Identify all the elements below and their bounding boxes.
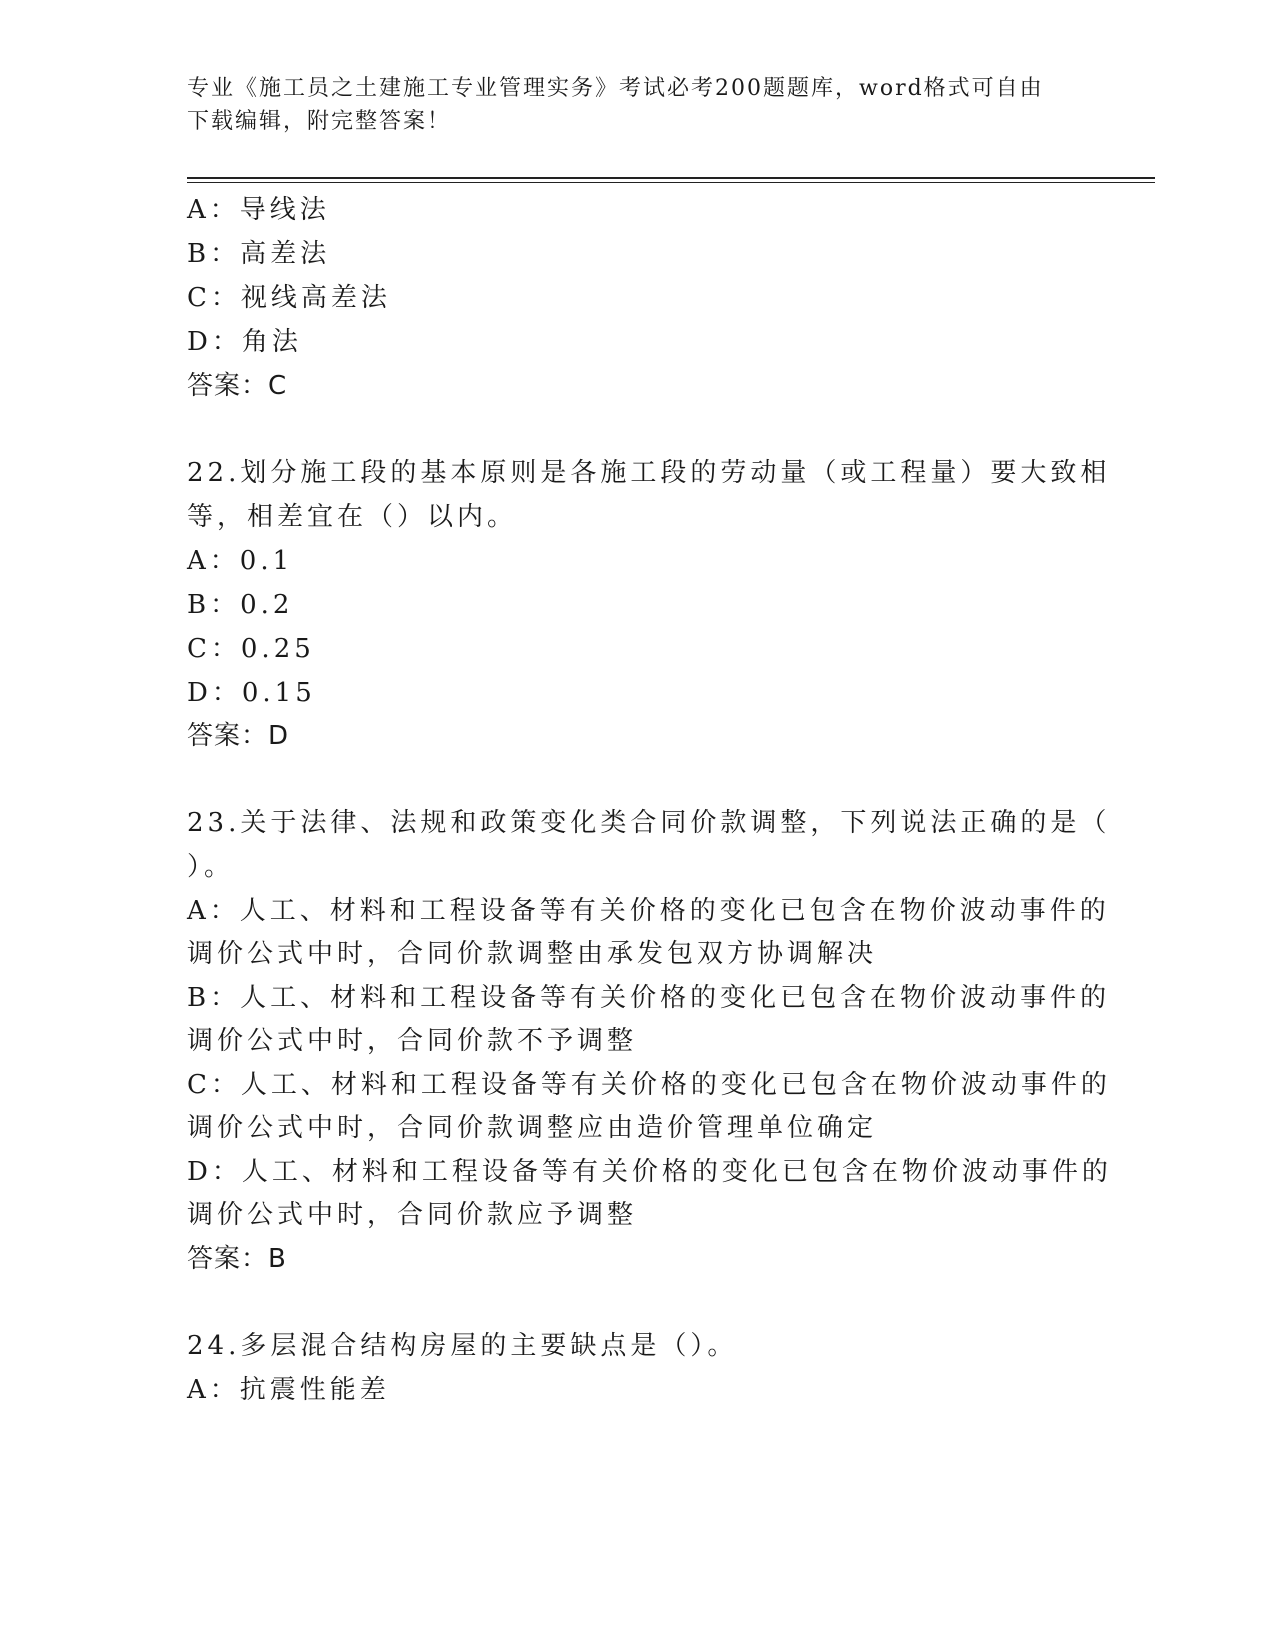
header-divider-thin (187, 182, 1155, 183)
q23-option-b-line-2: 调价公式中时，合同价款不予调整 (187, 1026, 638, 1056)
q23-stem-line-2: ）。 (187, 852, 235, 882)
q21-option-d: D：角法 (187, 327, 302, 357)
q22-option-a: A：0.1 (187, 546, 294, 576)
q23-answer: 答案：B (187, 1244, 287, 1274)
q22-answer: 答案：D (187, 721, 290, 751)
q22-stem-line-1: 22.划分施工段的基本原则是各施工段的劳动量（或工程量）要大致相 (187, 458, 1111, 488)
q23-option-b-line-1: B：人工、材料和工程设备等有关价格的变化已包含在物价波动事件的 (187, 983, 1111, 1013)
header-line-1: 专业《施工员之土建施工专业管理实务》考试必考200题题库，word格式可自由 (187, 76, 1044, 101)
q23-option-a-line-2: 调价公式中时，合同价款调整由承发包双方协调解决 (187, 939, 878, 969)
document-header (187, 72, 1067, 138)
q21-answer: 答案：C (187, 371, 288, 401)
q21-option-a: A：导线法 (187, 195, 330, 225)
q23-option-c-line-1: C：人工、材料和工程设备等有关价格的变化已包含在物价波动事件的 (187, 1070, 1111, 1100)
header-divider-thick (187, 177, 1155, 179)
q24-option-a: A：抗震性能差 (187, 1375, 390, 1405)
q24-stem-line-1: 24.多层混合结构房屋的主要缺点是（）。 (187, 1331, 738, 1361)
q23-stem-line-1: 23.关于法律、法规和政策变化类合同价款调整，下列说法正确的是（ (187, 808, 1111, 838)
q23-option-d-line-1: D：人工、材料和工程设备等有关价格的变化已包含在物价波动事件的 (187, 1157, 1112, 1187)
header-line-2: 下载编辑，附完整答案！ (187, 109, 452, 134)
q22-option-b: B：0.2 (187, 590, 294, 620)
q22-stem-line-2: 等，相差宜在（）以内。 (187, 502, 518, 532)
q23-option-d-line-2: 调价公式中时，合同价款应予调整 (187, 1200, 638, 1230)
q23-option-c-line-2: 调价公式中时，合同价款调整应由造价管理单位确定 (187, 1113, 878, 1143)
q22-option-c: C：0.25 (187, 634, 315, 664)
q21-option-c: C：视线高差法 (187, 283, 391, 313)
q21-option-b: B：高差法 (187, 239, 331, 269)
q22-option-d: D：0.15 (187, 678, 316, 708)
q23-option-a-line-1: A：人工、材料和工程设备等有关价格的变化已包含在物价波动事件的 (187, 896, 1110, 926)
